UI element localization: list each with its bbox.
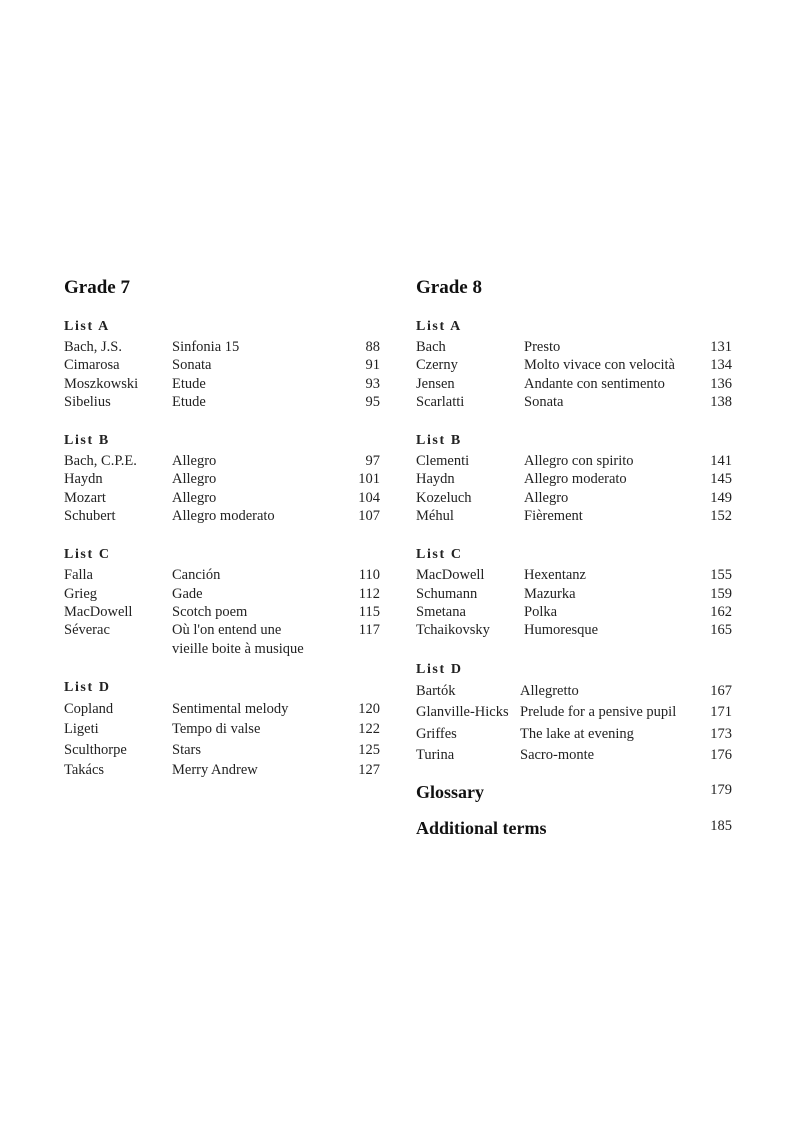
composer: Moszkowski: [64, 375, 139, 392]
toc-row[interactable]: [416, 603, 732, 621]
grade-8-list-b: [416, 432, 732, 525]
grade-8-title: Grade 8: [416, 277, 482, 298]
page-number: 179: [710, 781, 732, 798]
composer: Scarlatti: [416, 393, 465, 410]
list-heading: List C: [416, 547, 463, 563]
composer: Bach, C.P.E.: [64, 453, 137, 470]
toc-row[interactable]: [416, 621, 732, 639]
toc-row[interactable]: [64, 566, 380, 584]
composer: Mozart: [64, 489, 106, 506]
composer: Czerny: [416, 357, 458, 374]
composer: Sculthorpe: [64, 741, 127, 758]
page-number: 141: [710, 453, 732, 470]
glossary-entry[interactable]: [416, 781, 732, 803]
toc-row[interactable]: [416, 507, 732, 525]
composer: Méhul: [416, 508, 454, 525]
additional-terms-label: Additional terms: [416, 817, 547, 838]
toc-row[interactable]: [64, 719, 380, 740]
toc-row[interactable]: [416, 356, 732, 374]
piece-title: Merry Andrew: [172, 762, 258, 779]
page-number: 93: [365, 375, 380, 392]
piece-title: Sinfonia 15: [172, 339, 240, 355]
toc-row[interactable]: [416, 470, 732, 488]
toc-row[interactable]: [64, 356, 380, 374]
composer: Ligeti: [64, 721, 99, 738]
piece-title: Canción: [172, 567, 221, 584]
toc-row[interactable]: [416, 745, 732, 767]
glossary-label: Glossary: [416, 781, 485, 802]
piece-title: Allegro moderato: [172, 508, 275, 525]
piece-title: Allegro moderato: [524, 471, 627, 488]
page-number: 127: [358, 762, 380, 779]
page-number: 136: [710, 375, 732, 392]
list-heading: List C: [64, 547, 111, 563]
composer: Cimarosa: [64, 357, 120, 374]
toc-row[interactable]: [416, 702, 732, 724]
toc-row[interactable]: [64, 338, 380, 356]
list-heading: List A: [416, 319, 462, 334]
list-heading: List B: [416, 433, 462, 449]
toc-row[interactable]: [416, 452, 732, 470]
composer: Bach, J.S.: [64, 339, 122, 355]
piece-title: Allegro: [172, 489, 217, 506]
grade-7-list-d: [64, 679, 380, 781]
toc-row[interactable]: [416, 489, 732, 507]
grade-8-list-d: [416, 661, 732, 767]
list-heading: List D: [416, 661, 463, 677]
piece-title: Etude: [172, 393, 206, 410]
grade-8-list-c: [416, 546, 732, 639]
page-number: 159: [710, 585, 732, 602]
composer: Schumann: [416, 585, 478, 602]
composer: Haydn: [416, 471, 455, 488]
page-number: 167: [710, 682, 732, 699]
piece-title: Mazurka: [524, 585, 576, 602]
toc-row[interactable]: [64, 489, 380, 507]
toc-row[interactable]: [64, 740, 380, 761]
composer: MacDowell: [416, 567, 485, 584]
piece-title: Allegro: [524, 489, 569, 506]
composer: Séverac: [64, 622, 110, 639]
composer: Jensen: [416, 375, 455, 392]
composer: Smetana: [416, 603, 466, 620]
toc-row[interactable]: [64, 760, 380, 781]
composer: Bartók: [416, 682, 456, 699]
piece-title: Humoresque: [524, 622, 599, 639]
page-number: 122: [358, 721, 380, 738]
toc-row[interactable]: [64, 699, 380, 720]
toc-row[interactable]: [64, 375, 380, 393]
composer: Glanville-Hicks: [416, 704, 509, 721]
list-heading: List A: [64, 319, 110, 334]
piece-title: Sacro-monte: [520, 747, 595, 764]
grade-7-list-a: [64, 318, 380, 411]
piece-title: Allegro: [172, 453, 217, 470]
piece-title: Andante con sentimento: [524, 375, 665, 392]
page-number: 165: [710, 622, 732, 639]
toc-row[interactable]: [64, 603, 380, 621]
composer: MacDowell: [64, 603, 133, 620]
toc-row[interactable]: [416, 338, 732, 356]
piece-title: Allegro: [172, 471, 217, 488]
list-heading: List B: [64, 433, 110, 449]
grade-8-list-a: [416, 318, 732, 411]
piece-title: Allegro con spirito: [524, 453, 634, 470]
composer: Sibelius: [64, 393, 111, 410]
page-number: 97: [365, 453, 380, 470]
piece-title: Polka: [524, 603, 558, 620]
toc-row[interactable]: [64, 507, 380, 525]
composer: Turina: [416, 747, 455, 764]
piece-title: Allegretto: [520, 682, 579, 699]
piece-title: Hexentanz: [524, 567, 586, 584]
page-number: 131: [710, 339, 732, 355]
piece-title: Prelude for a pensive pupil: [520, 704, 677, 721]
page-number: 155: [710, 567, 732, 584]
grade-8-column: [416, 276, 732, 839]
piece-title: Fièrement: [524, 508, 583, 525]
piece-title: Tempo di valse: [172, 721, 261, 738]
piece-title: Sonata: [524, 393, 564, 410]
page-number: 115: [358, 603, 380, 620]
toc-row[interactable]: [416, 585, 732, 603]
page-number: 101: [358, 471, 380, 488]
piece-title: Etude: [172, 375, 206, 392]
page-number: 117: [358, 622, 380, 639]
grade-7-title: Grade 7: [64, 277, 130, 298]
piece-title: Scotch poem: [172, 603, 248, 620]
list-heading: List D: [64, 679, 111, 695]
grade-7-list-b: [64, 432, 380, 525]
toc-row[interactable]: [64, 585, 380, 603]
page-number: 162: [710, 603, 732, 620]
toc-row[interactable]: [416, 724, 732, 746]
toc-row[interactable]: [64, 452, 380, 470]
page-number: 107: [358, 508, 380, 525]
composer: Schubert: [64, 508, 116, 525]
grade-7-column: [64, 276, 380, 802]
piece-title: Où l'on entend une vieille boite à musique: [172, 622, 304, 657]
piece-title: Gade: [172, 585, 203, 602]
toc-row[interactable]: [64, 470, 380, 488]
page-number: 138: [710, 393, 732, 410]
page-number: 91: [365, 357, 380, 374]
composer: Bach: [416, 339, 446, 355]
toc-row[interactable]: [64, 393, 380, 411]
toc-row[interactable]: [416, 393, 732, 411]
toc-row[interactable]: [64, 621, 380, 658]
grade-7-list-c: [64, 546, 380, 657]
page-number: 88: [365, 339, 380, 355]
page-number: 110: [358, 567, 380, 584]
composer: Copland: [64, 700, 114, 717]
composer: Kozeluch: [416, 489, 472, 506]
toc-row[interactable]: [416, 681, 732, 703]
toc-row[interactable]: [416, 566, 732, 584]
toc-row[interactable]: [416, 375, 732, 393]
composer: Falla: [64, 567, 93, 584]
page-number: 120: [358, 700, 380, 717]
piece-title: Presto: [524, 339, 561, 355]
composer: Clementi: [416, 453, 470, 470]
page-number: 185: [710, 817, 732, 834]
page-number: 149: [710, 489, 732, 506]
additional-terms-entry[interactable]: [416, 817, 732, 839]
composer: Grieg: [64, 585, 98, 602]
piece-title: Stars: [172, 741, 201, 758]
composer: Tchaikovsky: [416, 622, 490, 639]
page-number: 152: [710, 508, 732, 525]
page-number: 171: [710, 704, 732, 721]
composer: Griffes: [416, 725, 457, 742]
piece-title: Sonata: [172, 357, 212, 374]
composer: Takács: [64, 762, 105, 779]
page-number: 134: [710, 357, 732, 374]
page-number: 173: [710, 725, 732, 742]
page-number: 104: [358, 489, 380, 506]
composer: Haydn: [64, 471, 103, 488]
piece-title: Molto vivace con velocità: [524, 357, 675, 374]
piece-title: Sentimental melody: [172, 700, 289, 717]
page-number: 112: [358, 585, 380, 602]
page-number: 95: [365, 393, 380, 410]
page-number: 125: [358, 741, 380, 758]
piece-title: The lake at evening: [520, 725, 634, 742]
page-number: 145: [710, 471, 732, 488]
page-number: 176: [710, 747, 732, 764]
